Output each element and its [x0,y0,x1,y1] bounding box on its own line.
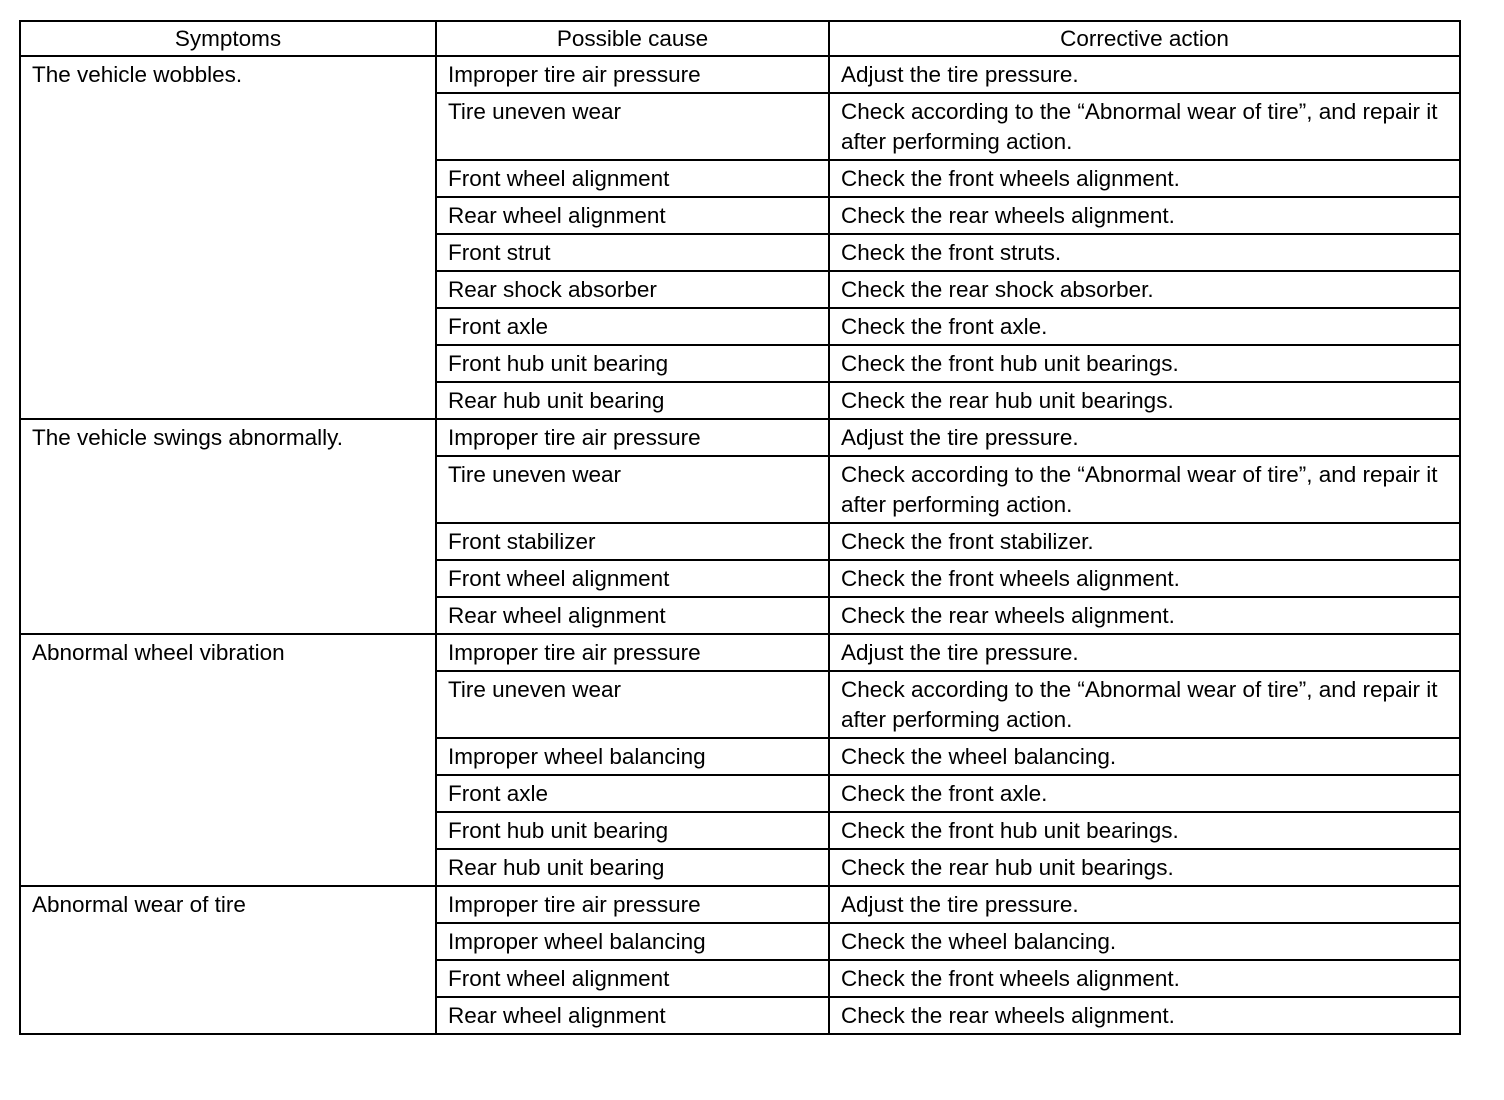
possible-cause-cell: Improper wheel balancing [436,923,829,960]
possible-cause-cell: Rear wheel alignment [436,597,829,634]
corrective-action-cell: Check the rear shock absorber. [829,271,1460,308]
possible-cause-cell: Front wheel alignment [436,560,829,597]
corrective-action-cell: Check the rear wheels alignment. [829,197,1460,234]
possible-cause-cell: Front axle [436,775,829,812]
possible-cause-cell: Front wheel alignment [436,160,829,197]
header-row [20,21,1460,56]
possible-cause-cell: Tire uneven wear [436,671,829,738]
corrective-action-cell: Check the front hub unit bearings. [829,345,1460,382]
possible-cause-cell: Front hub unit bearing [436,812,829,849]
corrective-action-cell: Check the front axle. [829,775,1460,812]
table-row [20,56,1460,93]
corrective-action-cell: Check the rear hub unit bearings. [829,382,1460,419]
possible-cause-cell: Front wheel alignment [436,960,829,997]
corrective-action-cell: Adjust the tire pressure. [829,419,1460,456]
troubleshooting-table [19,20,1461,1035]
header-corrective-action: Corrective action [829,21,1460,56]
possible-cause-cell: Improper tire air pressure [436,886,829,923]
possible-cause-cell: Rear wheel alignment [436,997,829,1034]
possible-cause-cell: Improper tire air pressure [436,56,829,93]
corrective-action-cell: Check the wheel balancing. [829,738,1460,775]
corrective-action-cell: Adjust the tire pressure. [829,886,1460,923]
corrective-action-cell: Check according to the “Abnormal wear of tire”, and repair it after performing action. [829,93,1460,160]
corrective-action-cell: Check according to the “Abnormal wear of tire”, and repair it after performing action. [829,456,1460,523]
corrective-action-cell: Adjust the tire pressure. [829,634,1460,671]
corrective-action-cell: Check the front wheels alignment. [829,560,1460,597]
possible-cause-cell: Front strut [436,234,829,271]
symptom-cell: Abnormal wheel vibration [20,634,436,886]
corrective-action-cell: Check the front axle. [829,308,1460,345]
possible-cause-cell: Tire uneven wear [436,93,829,160]
possible-cause-cell: Improper tire air pressure [436,419,829,456]
header-possible-cause: Possible cause [436,21,829,56]
possible-cause-cell: Improper wheel balancing [436,738,829,775]
symptom-cell: Abnormal wear of tire [20,886,436,1034]
corrective-action-cell: Check the front wheels alignment. [829,160,1460,197]
corrective-action-cell: Check the wheel balancing. [829,923,1460,960]
table-row [20,886,1460,923]
corrective-action-cell: Check according to the “Abnormal wear of tire”, and repair it after performing action. [829,671,1460,738]
corrective-action-cell: Check the front struts. [829,234,1460,271]
corrective-action-cell: Adjust the tire pressure. [829,56,1460,93]
table-header [20,21,1460,56]
corrective-action-cell: Check the rear hub unit bearings. [829,849,1460,886]
possible-cause-cell: Improper tire air pressure [436,634,829,671]
possible-cause-cell: Front stabilizer [436,523,829,560]
possible-cause-cell: Front hub unit bearing [436,345,829,382]
table-row [20,634,1460,671]
table-body [20,56,1460,1034]
symptom-cell: The vehicle wobbles. [20,56,436,419]
possible-cause-cell: Front axle [436,308,829,345]
corrective-action-cell: Check the front wheels alignment. [829,960,1460,997]
possible-cause-cell: Rear wheel alignment [436,197,829,234]
possible-cause-cell: Tire uneven wear [436,456,829,523]
corrective-action-cell: Check the front hub unit bearings. [829,812,1460,849]
header-symptoms: Symptoms [20,21,436,56]
corrective-action-cell: Check the front stabilizer. [829,523,1460,560]
symptom-cell: The vehicle swings abnormally. [20,419,436,634]
table-row [20,419,1460,456]
possible-cause-cell: Rear hub unit bearing [436,382,829,419]
possible-cause-cell: Rear shock absorber [436,271,829,308]
corrective-action-cell: Check the rear wheels alignment. [829,597,1460,634]
possible-cause-cell: Rear hub unit bearing [436,849,829,886]
corrective-action-cell: Check the rear wheels alignment. [829,997,1460,1034]
